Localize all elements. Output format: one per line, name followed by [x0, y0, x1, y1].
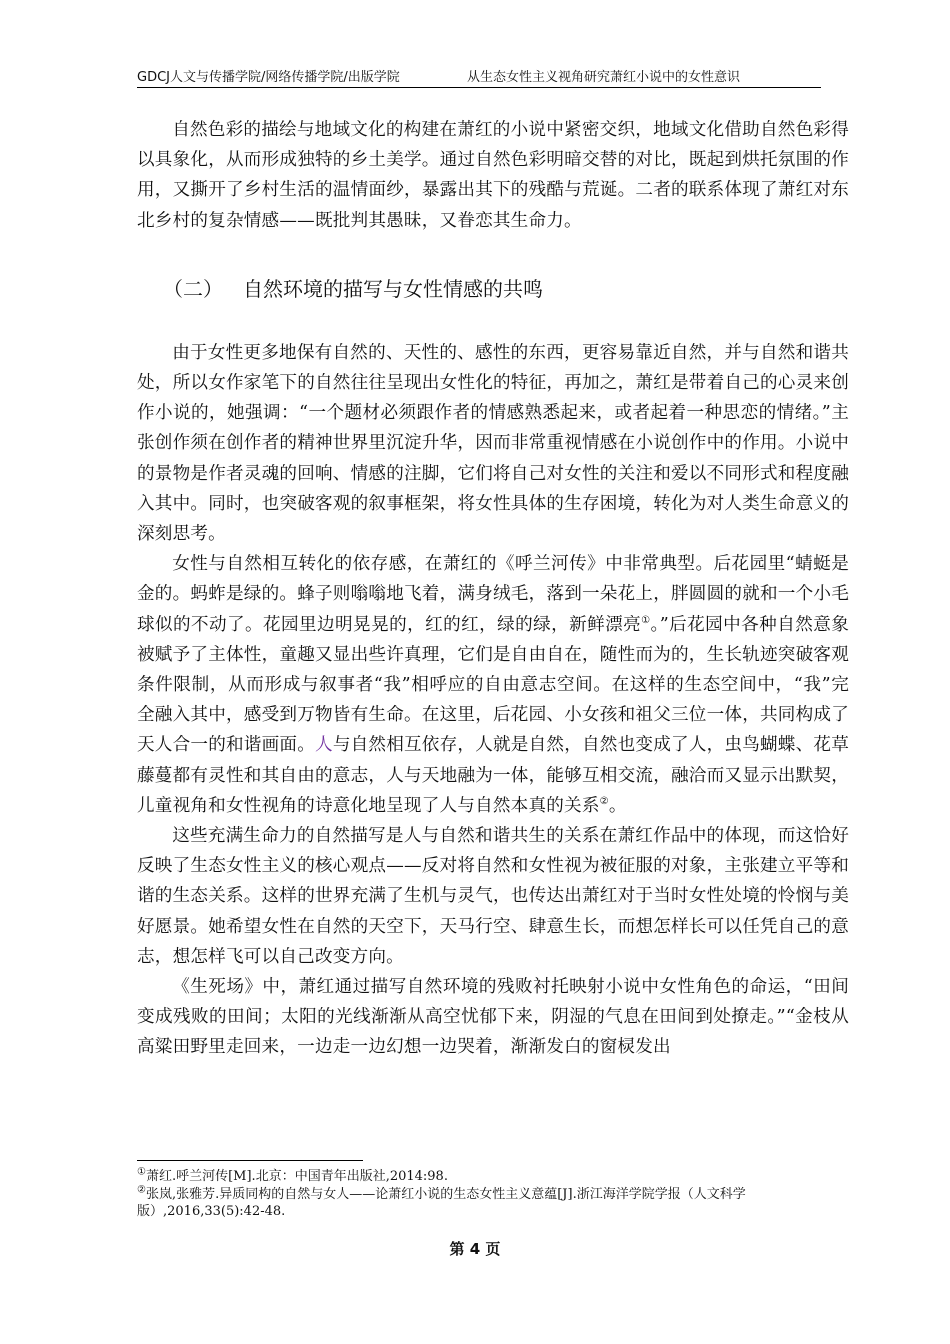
- footnote-2-mark: ②: [137, 1184, 146, 1196]
- footnote-ref-2[interactable]: ②: [599, 796, 609, 807]
- paragraph-3-part-d: 。: [608, 795, 627, 816]
- footnote-1-mark: ①: [137, 1166, 146, 1178]
- header-paper-title: 从生态女性主义视角研究萧红小说中的女性意识: [467, 70, 741, 85]
- section-number: （二）: [163, 276, 223, 301]
- paragraph-3: [137, 549, 849, 821]
- footnote-1: [137, 1168, 851, 1186]
- paragraph-3-part-b: 。”后花园中各种自然意象被赋予了主体性，童趣又显出些许真理，它们是自由自在，随性而为的，生长轨迹突破客观条件限制，从而形成与叙事者“我”相呼应的自由意志空间。在这样的生态空间中，“我”完全融入其中，感受到万物皆有生命。在这里，后花园、小女孩和祖父三位一体，共同构成了天人合一的和谐画面。: [137, 614, 849, 756]
- footnote-separator: [137, 1160, 363, 1161]
- paragraph-5: 《生死场》中，萧红通过描写自然环境的残败衬托映射小说中女性角色的命运，“田间变成残败的田间；太阳的光线渐渐从高空忧郁下来，阴湿的气息在田间到处撩走。”“金枝从高粱田野里走回来，一边走一边幻想一边哭着，渐渐发白的窗棂发出: [137, 977, 849, 1058]
- section-heading: [163, 274, 849, 304]
- header-institution: GDCJ人文与传播学院/网络传播学院/出版学院: [137, 70, 400, 85]
- paragraph-3-highlight: 人: [315, 735, 333, 756]
- footnote-2-text: 张岚,张雅芳.异质同构的自然与女人——论萧红小说的生态女性主义意蕴[J].浙江海洋学院学报（人文科学版）,2016,33(5):42-48.: [137, 1186, 746, 1219]
- section-title: 自然环境的描写与女性情感的共鸣: [243, 276, 543, 301]
- paragraph-3-part-c: 与自然相互依存，人就是自然，自然也变成了人，虫鸟蝴蝶、花草藤蔓都有灵性和其自由的意志，人与天地融为一体，能够互相交流，融洽而又显示出默契，儿童视角和女性视角的诗意化地呈现了人与自然本真的关系: [137, 735, 849, 816]
- page-number: 第 4 页: [449, 1240, 501, 1258]
- footnotes: [137, 1168, 851, 1221]
- footnote-2: [137, 1186, 851, 1221]
- footnote-1-text: 萧红.呼兰河传[M].北京：中国青年出版社,2014:98.: [145, 1169, 448, 1184]
- paragraph-4: 这些充满生命力的自然描写是人与自然和谐共生的关系在萧红作品中的体现，而这恰好反映了生态女性主义的核心观点——反对将自然和女性视为被征服的对象，主张建立平等和谐的生态关系。这样的世界充满了生机与灵气，也传达出萧红对于当时女性处境的怜悯与美好愿景。她希望女性在自然的天空下，天马行空、肆意生长，而想怎样长可以任凭自己的意志，想怎样飞可以自己改变方向。: [137, 826, 849, 967]
- footnote-ref-1[interactable]: ①: [641, 614, 651, 626]
- paragraph-1: 自然色彩的描绘与地域文化的构建在萧红的小说中紧密交织，地域文化借助自然色彩得以具象化，从而形成独特的乡土美学。通过自然色彩明暗交替的对比，既起到烘托氛围的作用，又撕开了乡村生活的温情面纱，暴露出其下的残酷与荒诞。二者的联系体现了萧红对东北乡村的复杂情感——既批判其愚昧，又眷恋其生命力。: [137, 120, 849, 231]
- running-header: [137, 66, 821, 88]
- paragraph-2: 由于女性更多地保有自然的、天性的、感性的东西，更容易靠近自然，并与自然和谐共处，所以女作家笔下的自然往往呈现出女性化的特征，再加之，萧红是带着自己的心灵来创作小说的，她强调：“一个题材必须跟作者的情感熟悉起来，或者起着一种思恋的情绪。”主张创作须在创作者的精神世界里沉淀升华，因而非常重视情感在小说创作中的作用。小说中的景物是作者灵魂的回响、情感的注脚，它们将自己对女性的关注和爱以不同形式和程度融入其中。同时，也突破客观的叙事框架，将女性具体的生存困境，转化为对人类生命意义的深刻思考。: [137, 342, 849, 545]
- paragraph-3-part-a: 女性与自然相互转化的依存感，在萧红的《呼兰河传》中非常典型。后花园里“蜻蜓是金的。蚂蚱是绿的。蜂子则嗡嗡地飞着，满身绒毛，落到一朵花上，胖圆圆的就和一个小毛球似的不动了。花园里边明晃晃的，红的红，绿的绿，新鲜漂亮: [137, 554, 849, 635]
- main-body: [137, 115, 849, 1063]
